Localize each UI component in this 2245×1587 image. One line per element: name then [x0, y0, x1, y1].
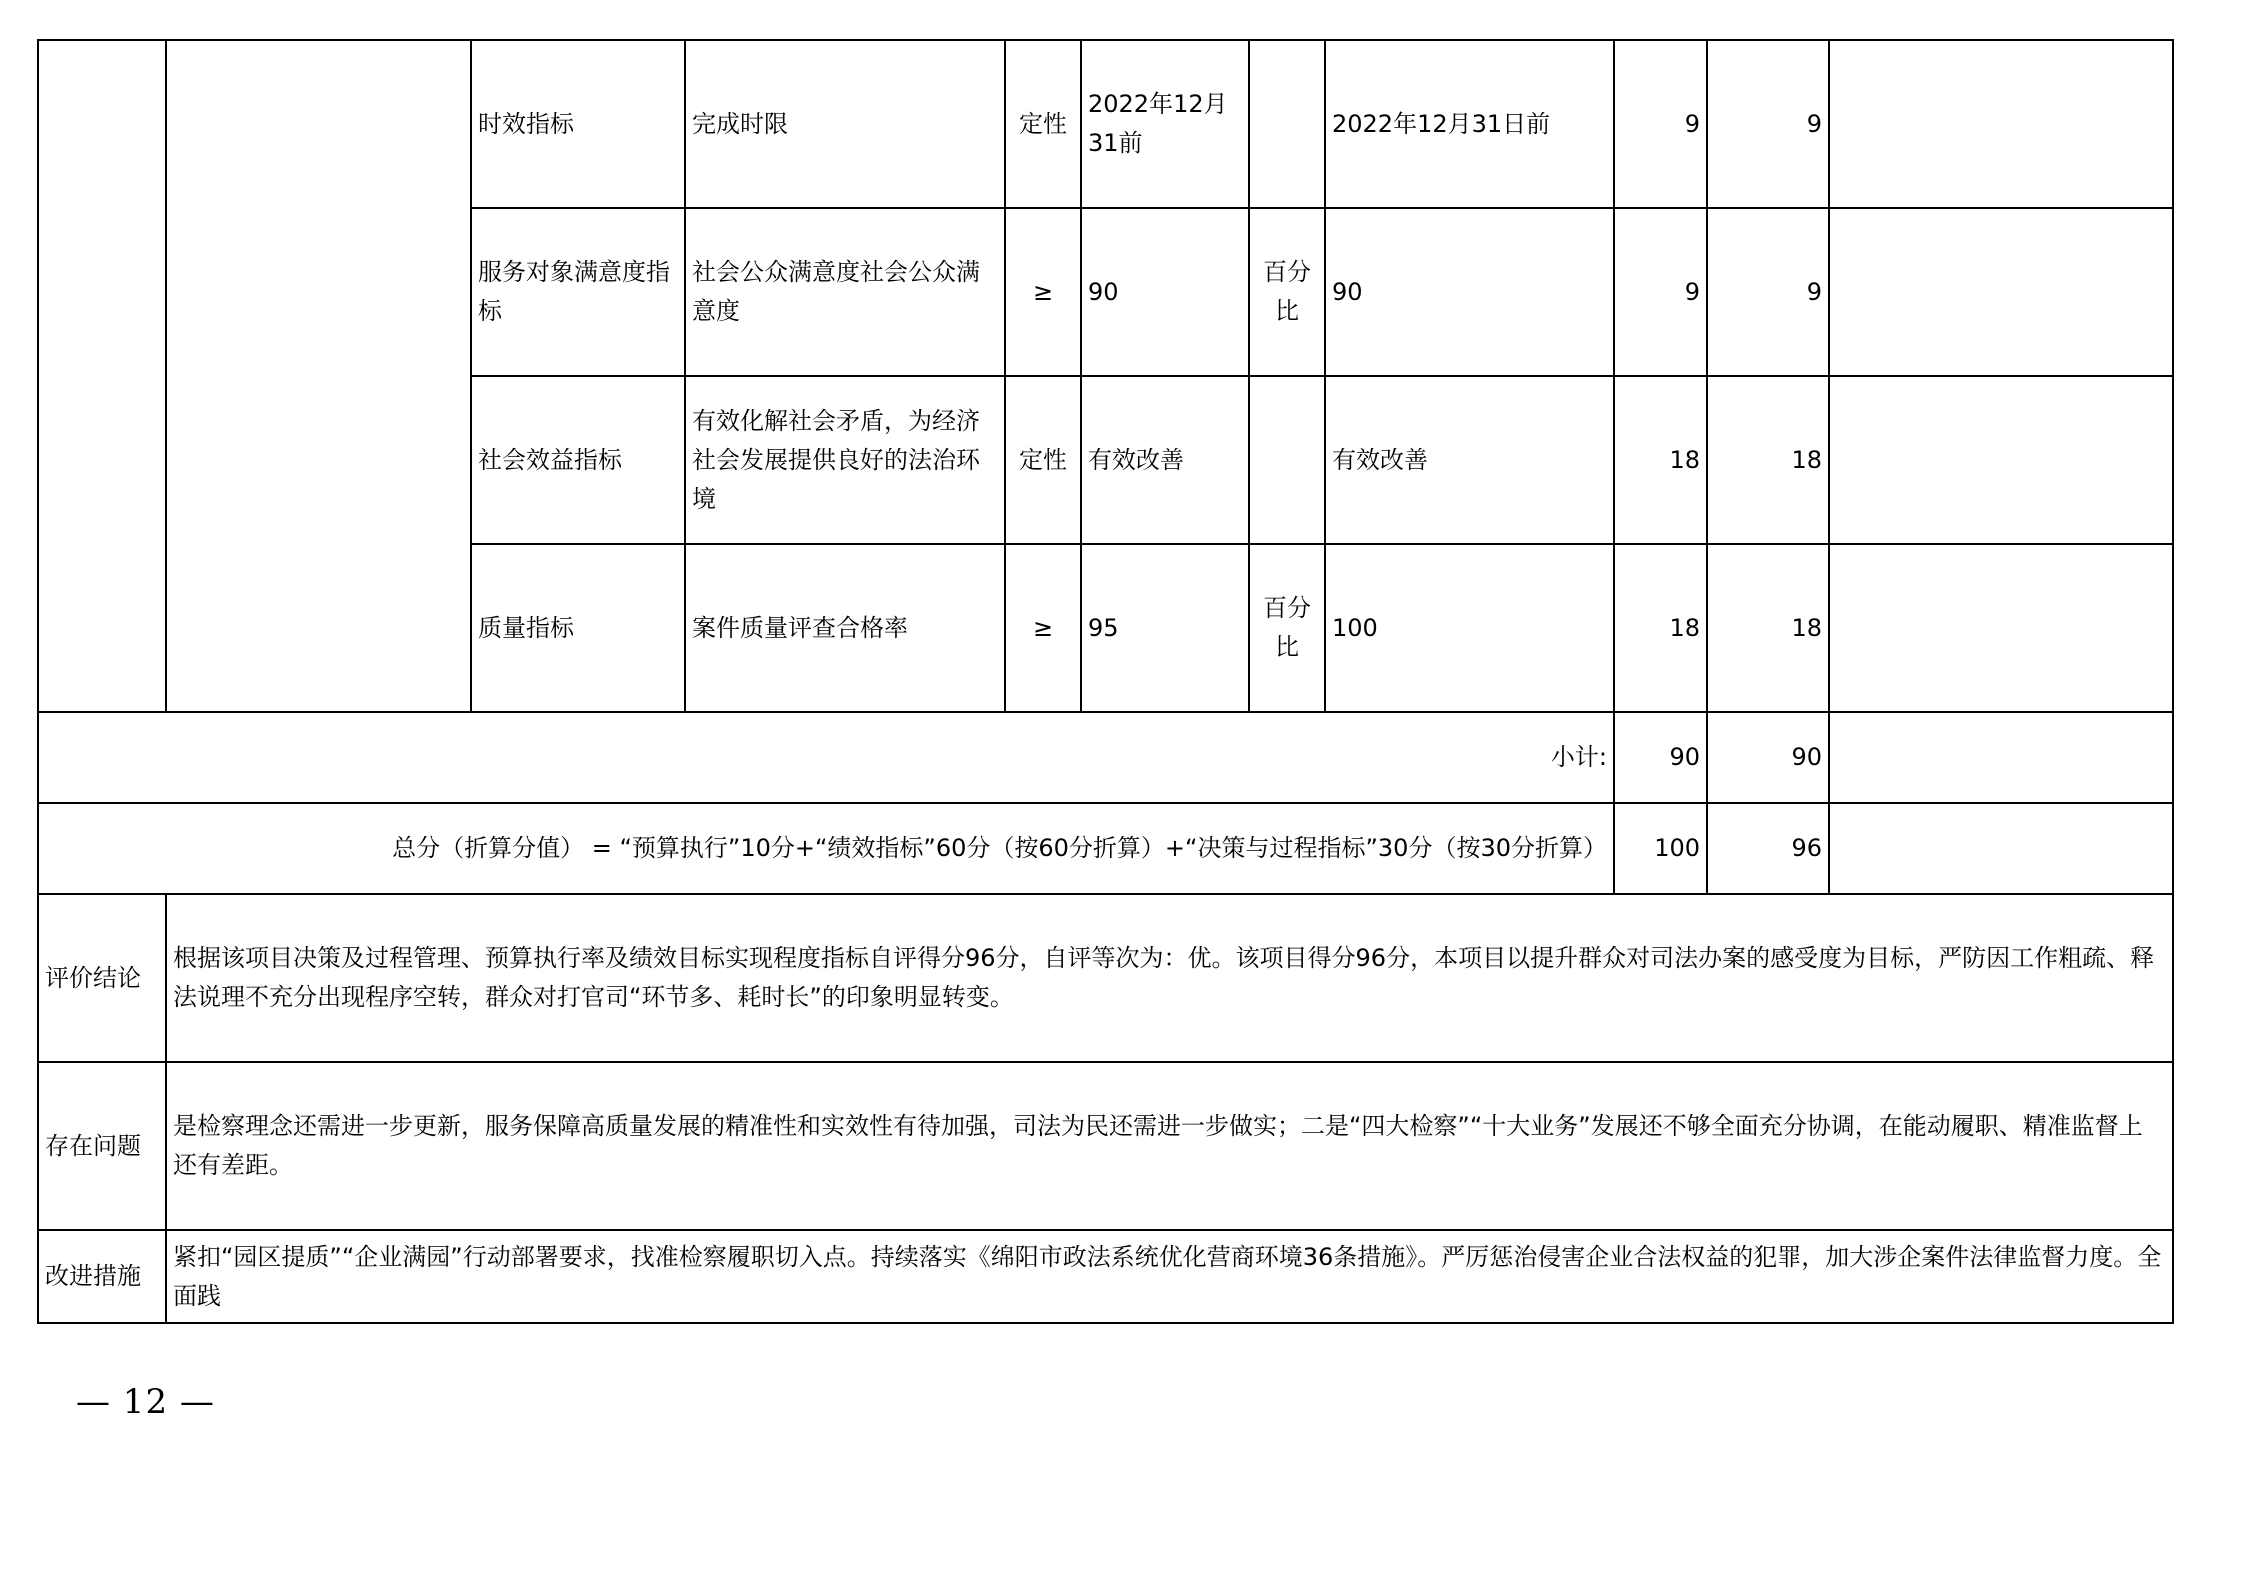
- operator-cell: 定性: [1005, 40, 1081, 208]
- weight-cell: 18: [1614, 376, 1707, 544]
- target-value-cell: 2022年12月31前: [1081, 40, 1249, 208]
- subtotal-row: [38, 712, 2173, 803]
- existing-problems-text: 是检察理念还需进一步更新，服务保障高质量发展的精准性和实效性有待加强，司法为民还需进一步做实；二是“四大检察”“十大业务”发展还不够全面充分协调，在能动履职、精准监督上还有差距。: [166, 1062, 2173, 1230]
- remark-cell: [1829, 208, 2173, 376]
- category-cell: [38, 40, 166, 712]
- subtotal-remark: [1829, 712, 2173, 803]
- remark-cell: [1829, 544, 2173, 712]
- weight-cell: 18: [1614, 544, 1707, 712]
- target-value-cell: 90: [1081, 208, 1249, 376]
- subtotal-weight: 90: [1614, 712, 1707, 803]
- subtotal-label: 小计:: [38, 712, 1614, 803]
- evaluation-conclusion-row: [38, 894, 2173, 1062]
- score-cell: 9: [1707, 208, 1829, 376]
- operator-cell: 定性: [1005, 376, 1081, 544]
- operator-cell: ≥: [1005, 208, 1081, 376]
- page-number: — 12 —: [76, 1382, 215, 1422]
- indicator-content-cell: 有效化解社会矛盾，为经济社会发展提供良好的法治环境: [685, 376, 1005, 544]
- total-label: 总分（折算分值） = “预算执行”10分+“绩效指标”60分（按60分折算）+“决策与过程指标”30分（按30分折算）: [38, 803, 1614, 894]
- remark-cell: [1829, 376, 2173, 544]
- remark-cell: [1829, 40, 2173, 208]
- evaluation-conclusion-text: 根据该项目决策及过程管理、预算执行率及绩效目标实现程度指标自评得分96分，自评等次为：优。该项目得分96分，本项目以提升群众对司法办案的感受度为目标，严防因工作粗疏、释法说理不充分出现程序空转，群众对打官司“环节多、耗时长”的印象明显转变。: [166, 894, 2173, 1062]
- existing-problems-row: [38, 1062, 2173, 1230]
- unit-cell: 百分比: [1249, 544, 1325, 712]
- target-value-cell: 95: [1081, 544, 1249, 712]
- unit-cell: [1249, 40, 1325, 208]
- actual-value-cell: 90: [1325, 208, 1614, 376]
- actual-value-cell: 2022年12月31日前: [1325, 40, 1614, 208]
- operator-cell: ≥: [1005, 544, 1081, 712]
- target-value-cell: 有效改善: [1081, 376, 1249, 544]
- improvement-measures-text: 紧扣“园区提质”“企业满园”行动部署要求，找准检察履职切入点。持续落实《绵阳市政法系统优化营商环境36条措施》。严厉惩治侵害企业合法权益的犯罪，加大涉企案件法律监督力度。全面践: [166, 1230, 2173, 1323]
- improvement-measures-label: 改进措施: [38, 1230, 166, 1323]
- evaluation-conclusion-label: 评价结论: [38, 894, 166, 1062]
- score-cell: 18: [1707, 544, 1829, 712]
- total-remark: [1829, 803, 2173, 894]
- indicator-name-cell: 服务对象满意度指标: [471, 208, 685, 376]
- score-cell: 18: [1707, 376, 1829, 544]
- unit-cell: [1249, 376, 1325, 544]
- total-score: 96: [1707, 803, 1829, 894]
- score-cell: 9: [1707, 40, 1829, 208]
- indicator-content-cell: 完成时限: [685, 40, 1005, 208]
- actual-value-cell: 有效改善: [1325, 376, 1614, 544]
- total-weight: 100: [1614, 803, 1707, 894]
- table-row: [38, 40, 2173, 208]
- weight-cell: 9: [1614, 40, 1707, 208]
- indicator-name-cell: 时效指标: [471, 40, 685, 208]
- existing-problems-label: 存在问题: [38, 1062, 166, 1230]
- improvement-measures-row: [38, 1230, 2173, 1323]
- indicator-name-cell: 社会效益指标: [471, 376, 685, 544]
- subtotal-score: 90: [1707, 712, 1829, 803]
- actual-value-cell: 100: [1325, 544, 1614, 712]
- weight-cell: 9: [1614, 208, 1707, 376]
- performance-evaluation-table: [37, 39, 2174, 1324]
- total-row: [38, 803, 2173, 894]
- indicator-name-cell: 质量指标: [471, 544, 685, 712]
- subcategory-cell: [166, 40, 471, 712]
- indicator-content-cell: 案件质量评查合格率: [685, 544, 1005, 712]
- unit-cell: 百分比: [1249, 208, 1325, 376]
- indicator-content-cell: 社会公众满意度社会公众满意度: [685, 208, 1005, 376]
